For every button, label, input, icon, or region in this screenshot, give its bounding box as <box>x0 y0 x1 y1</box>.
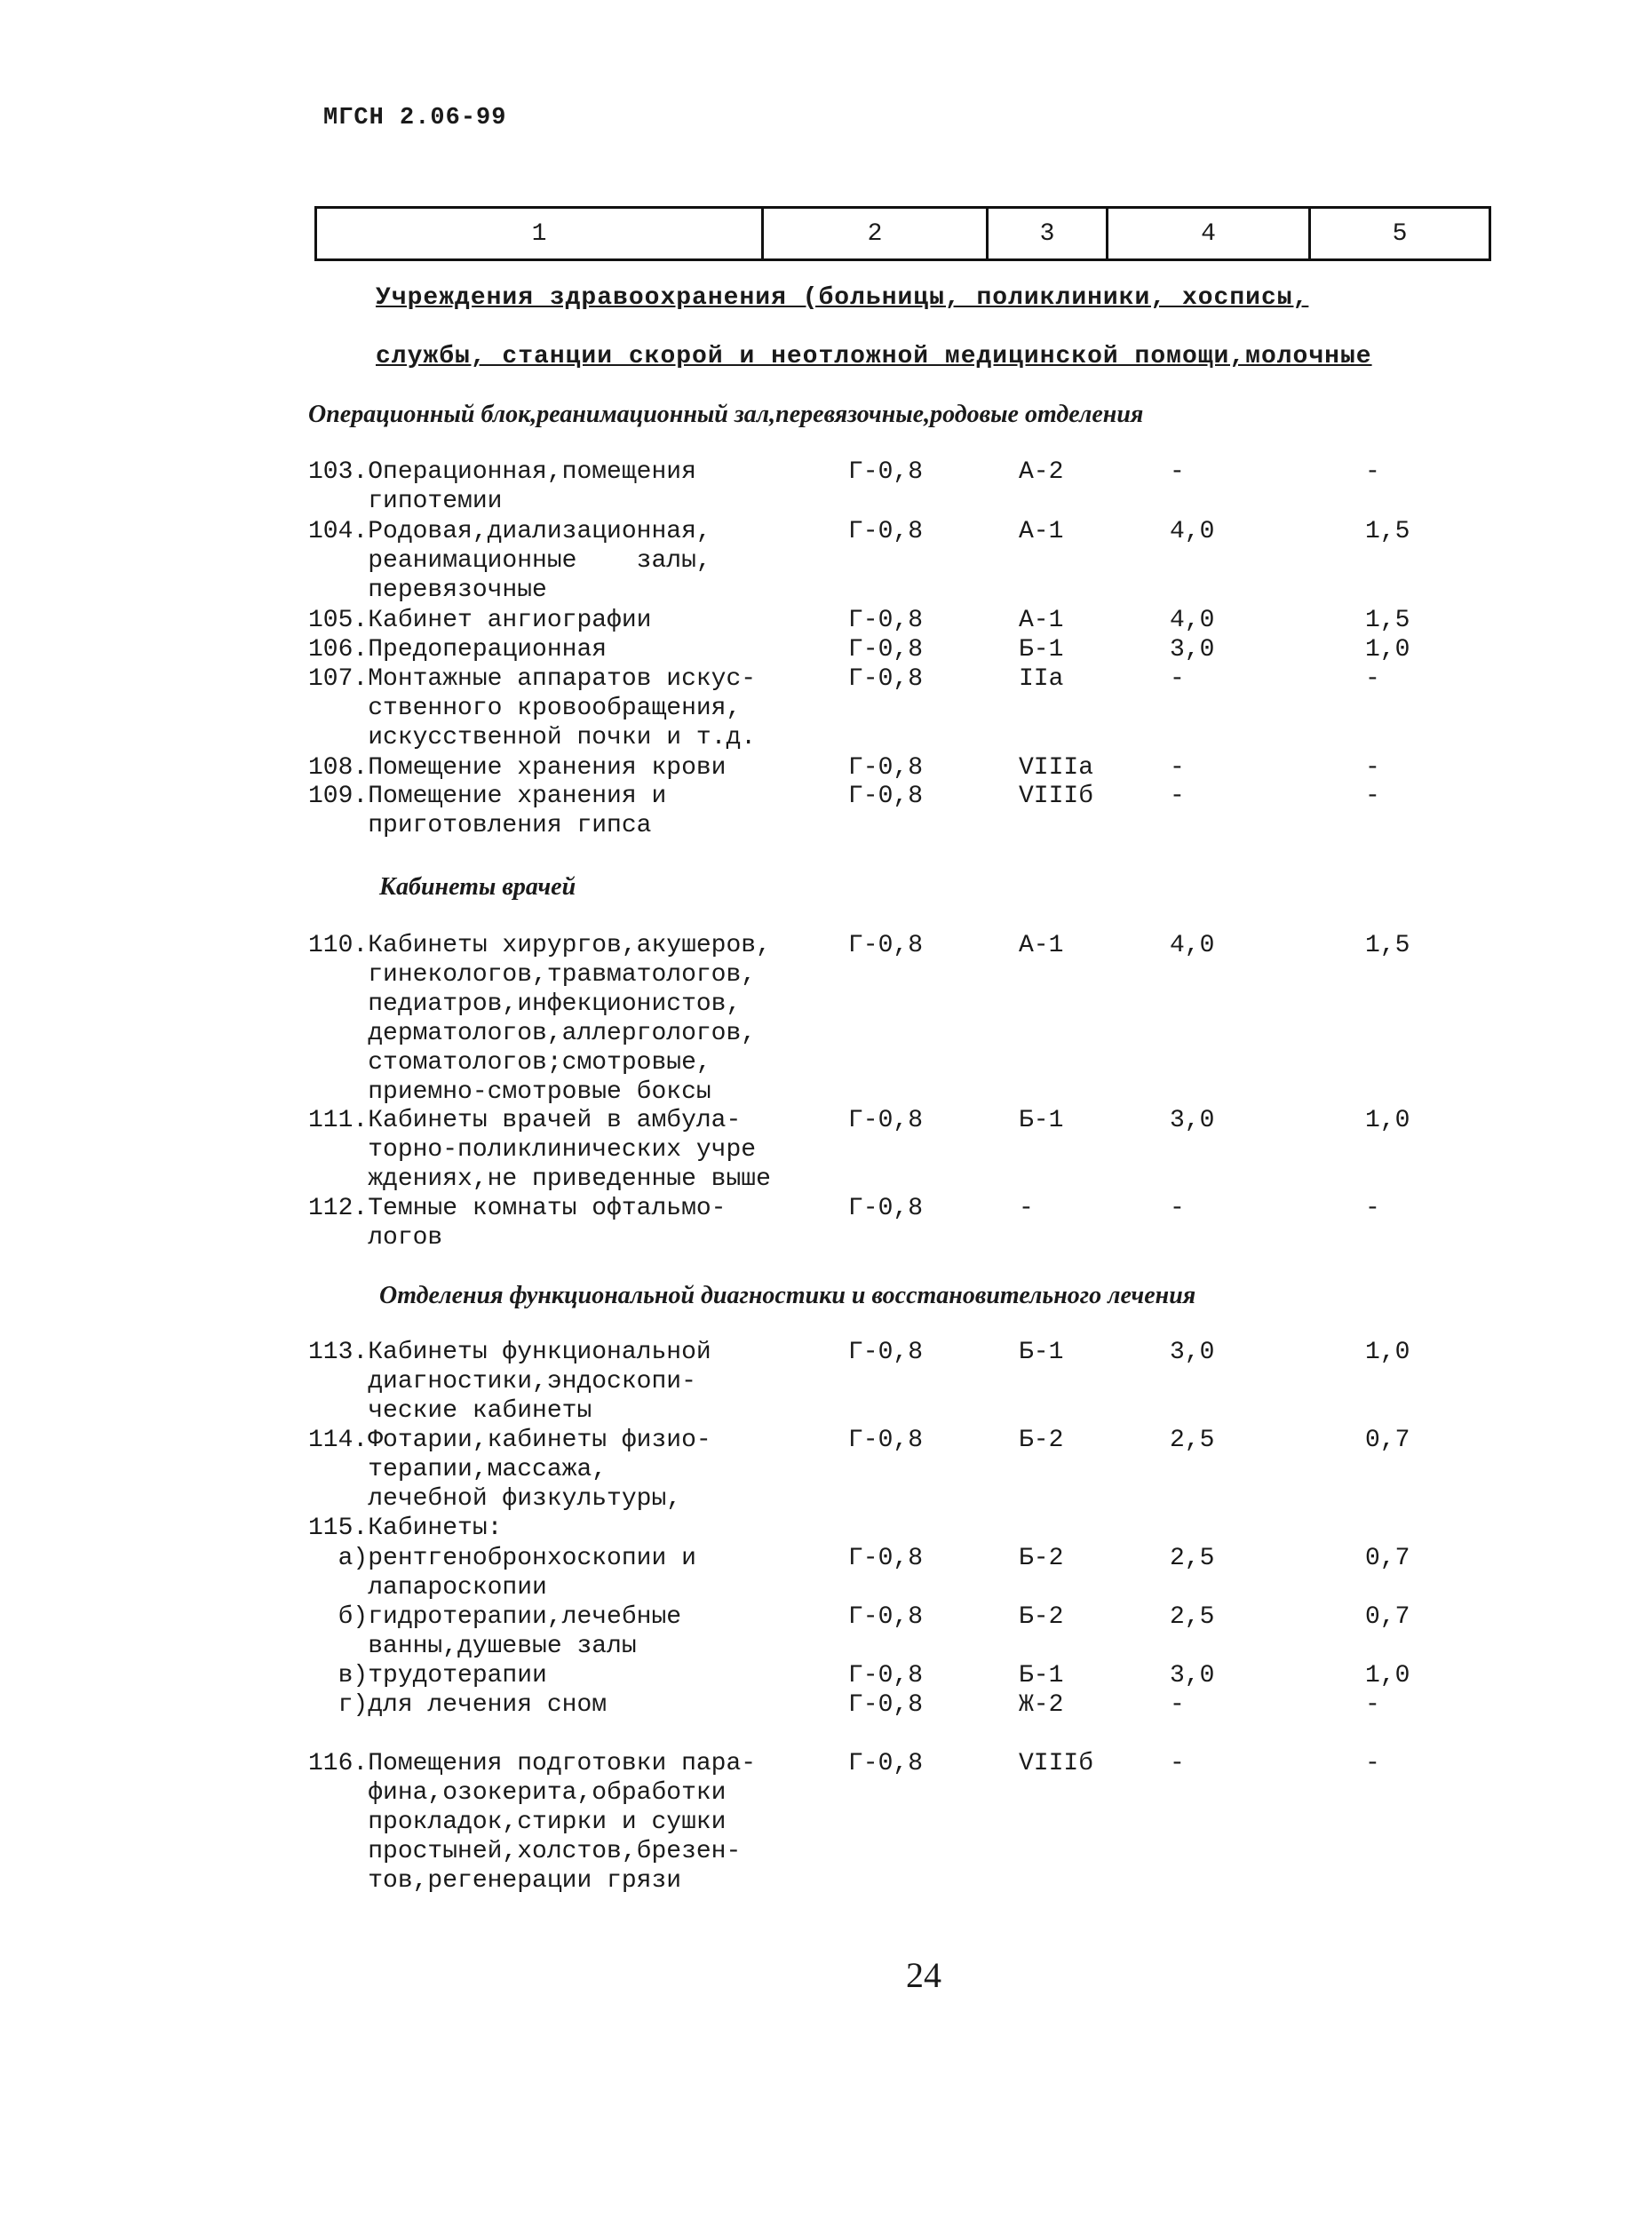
table-cell-col3: А-2 <box>1019 458 1064 486</box>
section-heading-operating: Операционный блок,реанимационный зал,перевязочные,родовые отделения <box>308 401 1144 428</box>
table-cell-col5: 0,7 <box>1365 1545 1410 1572</box>
table-row-line: 111.Кабинеты врачей в амбула- <box>308 1107 742 1134</box>
table-cell-col2: Г-0,8 <box>848 636 924 664</box>
column-header-2: 2 <box>764 209 989 258</box>
table-cell-col3: А-1 <box>1019 518 1064 545</box>
table-row-line: гинекологов,травматологов, <box>308 961 757 989</box>
table-row-text <box>308 1194 726 1252</box>
table-row-line: диагностики,эндоскопи- <box>308 1368 696 1395</box>
table-row-line: логов <box>308 1224 443 1252</box>
table-cell-col2: Г-0,8 <box>848 1662 924 1689</box>
table-row-line: дерматологов,аллергологов, <box>308 1020 757 1047</box>
table-row-line: перевязочные <box>308 576 547 604</box>
table-cell-col5: - <box>1365 1691 1380 1719</box>
column-header-table <box>314 206 1491 261</box>
column-header-3: 3 <box>989 209 1108 258</box>
table-row-line: 109.Помещение хранения и <box>308 783 667 810</box>
table-row-text <box>308 1602 681 1661</box>
table-row-line: ванны,душевые залы <box>308 1633 637 1660</box>
table-cell-col3: IIа <box>1019 665 1064 693</box>
table-cell-col4: 2,5 <box>1170 1427 1215 1454</box>
table-cell-col3: VIIIб <box>1019 1750 1094 1777</box>
table-cell-col3: А-1 <box>1019 932 1064 959</box>
table-row-text <box>308 1338 711 1426</box>
table-cell-col5: 1,0 <box>1365 636 1410 664</box>
section-heading-doctors: Кабинеты врачей <box>379 873 576 901</box>
table-cell-col4: 2,5 <box>1170 1545 1215 1572</box>
table-cell-col4: - <box>1170 754 1185 782</box>
table-cell-col5: 0,7 <box>1365 1427 1410 1454</box>
table-cell-col5: 1,5 <box>1365 932 1410 959</box>
table-row-line: приготовления гипса <box>308 812 652 839</box>
table-row-text <box>308 1426 711 1514</box>
table-row-line: лапароскопии <box>308 1574 547 1602</box>
table-cell-col5: - <box>1365 458 1380 486</box>
table-row-line: торно-поликлинических учре <box>308 1136 757 1164</box>
table-cell-col2: Г-0,8 <box>848 1691 924 1719</box>
table-row-text <box>308 782 666 840</box>
table-cell-col5: 1,5 <box>1365 607 1410 634</box>
column-header-5: 5 <box>1392 219 1408 248</box>
table-cell-col4: - <box>1170 783 1185 810</box>
table-row-line: гипотемии <box>308 488 503 515</box>
table-cell-col2: Г-0,8 <box>848 932 924 959</box>
table-cell-col3: Б-1 <box>1019 1107 1064 1134</box>
title-line-2: службы, станции скорой и неотложной медицинской помощи,молочные <box>376 343 1372 370</box>
table-cell-col4: 3,0 <box>1170 636 1215 664</box>
table-cell-col2: Г-0,8 <box>848 1603 924 1631</box>
table-cell-col5: 1,0 <box>1365 1662 1410 1689</box>
section-heading-diagnostics: Отделения функциональной диагностики и восстановительного лечения <box>379 1282 1196 1309</box>
table-cell-col4: - <box>1170 1195 1185 1222</box>
table-cell-col5: 0,7 <box>1365 1603 1410 1631</box>
table-row-text <box>308 1749 756 1896</box>
table-cell-col3: Б-2 <box>1019 1545 1064 1572</box>
table-cell-col3: - <box>1019 1195 1034 1222</box>
table-cell-col2: Г-0,8 <box>848 1339 924 1366</box>
table-row-line: педиатров,инфекционистов, <box>308 990 742 1018</box>
table-row-text <box>308 457 696 516</box>
table-cell-col4: 3,0 <box>1170 1662 1215 1689</box>
table-cell-col2: Г-0,8 <box>848 1195 924 1222</box>
table-row-line: приемно-смотровые боксы <box>308 1078 711 1106</box>
table-cell-col2: Г-0,8 <box>848 665 924 693</box>
table-row-line: стоматологов;смотровые, <box>308 1049 711 1077</box>
table-cell-col4: - <box>1170 458 1185 486</box>
table-cell-col2: Г-0,8 <box>848 1107 924 1134</box>
page-number: 24 <box>906 1955 941 1995</box>
table-row-line: г)для лечения сном <box>308 1691 608 1719</box>
table-cell-col5: 1,0 <box>1365 1339 1410 1366</box>
title-line-1: Учреждения здравоохранения (больницы, поликлиники, хосписы, <box>376 284 1309 312</box>
table-row-text <box>308 931 771 1107</box>
table-row-line: искусственной почки и т.д. <box>308 724 757 751</box>
table-cell-col5: - <box>1365 783 1380 810</box>
column-header-4: 4 <box>1108 209 1311 258</box>
table-row-line: терапии,массажа, <box>308 1456 608 1483</box>
table-cell-col3: Б-1 <box>1019 1339 1064 1366</box>
table-cell-col2: Г-0,8 <box>848 1427 924 1454</box>
table-row-line: ждениях,не приведенные выше <box>308 1165 771 1193</box>
table-cell-col3: А-1 <box>1019 607 1064 634</box>
table-row-line: реанимационные залы, <box>308 547 711 575</box>
table-cell-col5: - <box>1365 665 1380 693</box>
table-row-line: прокладок,стирки и сушки <box>308 1809 727 1836</box>
table-row-line: 105.Кабинет ангиографии <box>308 607 652 634</box>
table-row-line: лечебной физкультуры, <box>308 1485 682 1513</box>
table-cell-col2: Г-0,8 <box>848 1545 924 1572</box>
table-row-text <box>308 1106 771 1194</box>
table-row-text <box>308 664 756 752</box>
table-row-line: 107.Монтажные аппаратов искус- <box>308 665 757 693</box>
table-row-text <box>308 1690 607 1720</box>
table-cell-col3: VIIIа <box>1019 754 1094 782</box>
table-cell-col4: 4,0 <box>1170 932 1215 959</box>
table-cell-col5: - <box>1365 1195 1380 1222</box>
table-cell-col3: Б-1 <box>1019 636 1064 664</box>
table-cell-col3: Б-1 <box>1019 1662 1064 1689</box>
table-cell-col4: - <box>1170 1691 1185 1719</box>
table-row-text <box>308 1544 696 1602</box>
table-cell-col5: 1,0 <box>1365 1107 1410 1134</box>
table-row-text <box>308 635 607 664</box>
table-row-line: б)гидротерапии,лечебные <box>308 1603 682 1631</box>
table-row-line: простыней,холстов,брезен- <box>308 1838 742 1865</box>
table-row-line: 113.Кабинеты функциональной <box>308 1339 711 1366</box>
table-cell-col3: VIIIб <box>1019 783 1094 810</box>
table-row-text <box>308 753 726 783</box>
table-cell-col5: 1,5 <box>1365 518 1410 545</box>
table-cell-col2: Г-0,8 <box>848 783 924 810</box>
table-cell-col3: Ж-2 <box>1019 1691 1064 1719</box>
table-cell-col2: Г-0,8 <box>848 607 924 634</box>
table-cell-col5: - <box>1365 1750 1380 1777</box>
table-row-line: 116.Помещения подготовки пара- <box>308 1750 757 1777</box>
document-code: МГСН 2.06-99 <box>323 105 507 131</box>
table-cell-col3: Б-2 <box>1019 1427 1064 1454</box>
table-row-line: 114.Фотарии,кабинеты физио- <box>308 1427 711 1454</box>
table-row-text <box>308 1661 547 1690</box>
table-cell-col2: Г-0,8 <box>848 518 924 545</box>
table-cell-col3: Б-2 <box>1019 1603 1064 1631</box>
table-cell-col4: 2,5 <box>1170 1603 1215 1631</box>
table-row-line: 104.Родовая,диализационная, <box>308 518 711 545</box>
table-row-line: 112.Темные комнаты офтальмо- <box>308 1195 727 1222</box>
table-row-line: 103.Операционная,помещения <box>308 458 696 486</box>
table-row-line: тов,регенерации грязи <box>308 1867 682 1895</box>
table-cell-col4: 4,0 <box>1170 518 1215 545</box>
table-row-line: фина,озокерита,обработки <box>308 1779 727 1807</box>
table-row-line: а)рентгенобронхоскопии и <box>308 1545 696 1572</box>
table-row-text <box>308 606 651 635</box>
table-cell-col5: - <box>1365 754 1380 782</box>
table-cell-col4: - <box>1170 1750 1185 1777</box>
table-row-text <box>308 517 711 605</box>
table-cell-col4: - <box>1170 665 1185 693</box>
table-row-text <box>308 1514 502 1543</box>
table-row-line: 108.Помещение хранения крови <box>308 754 727 782</box>
table-row-line: 110.Кабинеты хирургов,акушеров, <box>308 932 771 959</box>
table-cell-col2: Г-0,8 <box>848 458 924 486</box>
table-row-line: ческие кабинеты <box>308 1397 592 1425</box>
table-cell-col2: Г-0,8 <box>848 1750 924 1777</box>
table-row-line: 115.Кабинеты: <box>308 1514 503 1542</box>
table-cell-col4: 3,0 <box>1170 1339 1215 1366</box>
table-cell-col2: Г-0,8 <box>848 754 924 782</box>
table-row-line: 106.Предоперационная <box>308 636 608 664</box>
column-header-1: 1 <box>317 209 764 258</box>
table-row-line: ственного кровообращения, <box>308 695 742 722</box>
table-row-line: в)трудотерапии <box>308 1662 547 1689</box>
table-cell-col4: 4,0 <box>1170 607 1215 634</box>
table-cell-col4: 3,0 <box>1170 1107 1215 1134</box>
